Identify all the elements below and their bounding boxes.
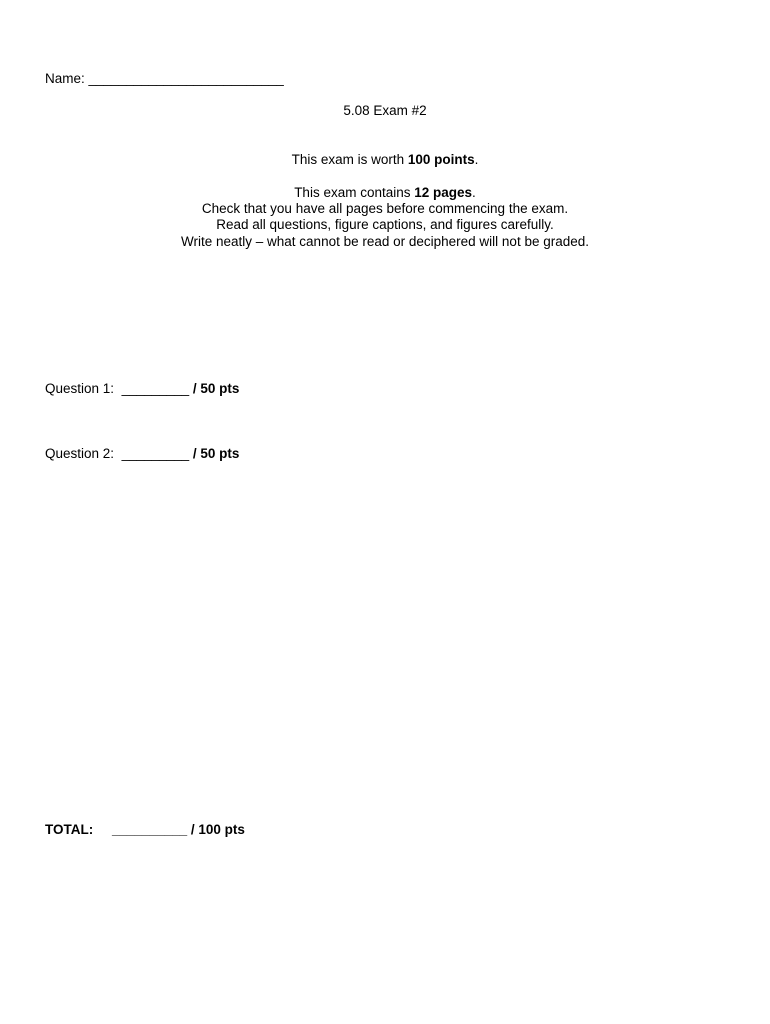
pages-value: 12 pages bbox=[414, 185, 473, 200]
total-blank: __________ bbox=[112, 822, 188, 837]
points-suffix: . bbox=[474, 152, 479, 167]
question-1-blank: _________ bbox=[121, 381, 190, 396]
question-2-label: Question 2: bbox=[45, 446, 115, 461]
question-1-score-line bbox=[45, 381, 239, 397]
question-1-points: / 50 pts bbox=[192, 381, 240, 396]
name-blank: __________________________ bbox=[88, 71, 284, 86]
pages-suffix: . bbox=[472, 185, 476, 200]
name-label: Name: bbox=[45, 71, 85, 86]
points-line bbox=[0, 152, 770, 168]
question-1-label: Question 1: bbox=[45, 381, 115, 396]
question-2-blank: _________ bbox=[121, 446, 190, 461]
question-2-points: / 50 pts bbox=[192, 446, 240, 461]
pages-line bbox=[0, 185, 770, 201]
total-points: / 100 pts bbox=[190, 822, 245, 837]
question-2-score-line bbox=[45, 446, 239, 462]
total-score-line bbox=[45, 822, 245, 838]
total-label: TOTAL: bbox=[45, 822, 94, 837]
exam-title: 5.08 Exam #2 bbox=[343, 103, 427, 118]
read-carefully-instruction: Read all questions, figure captions, and figures carefully. bbox=[216, 217, 554, 232]
name-line bbox=[45, 71, 284, 87]
points-value: 100 points bbox=[407, 152, 475, 167]
check-pages-instruction: Check that you have all pages before commencing the exam. bbox=[201, 201, 569, 216]
write-neatly-instruction: Write neatly – what cannot be read or deciphered will not be graded. bbox=[181, 234, 589, 249]
pages-prefix: This exam contains bbox=[294, 185, 415, 200]
points-prefix: This exam is worth bbox=[291, 152, 408, 167]
